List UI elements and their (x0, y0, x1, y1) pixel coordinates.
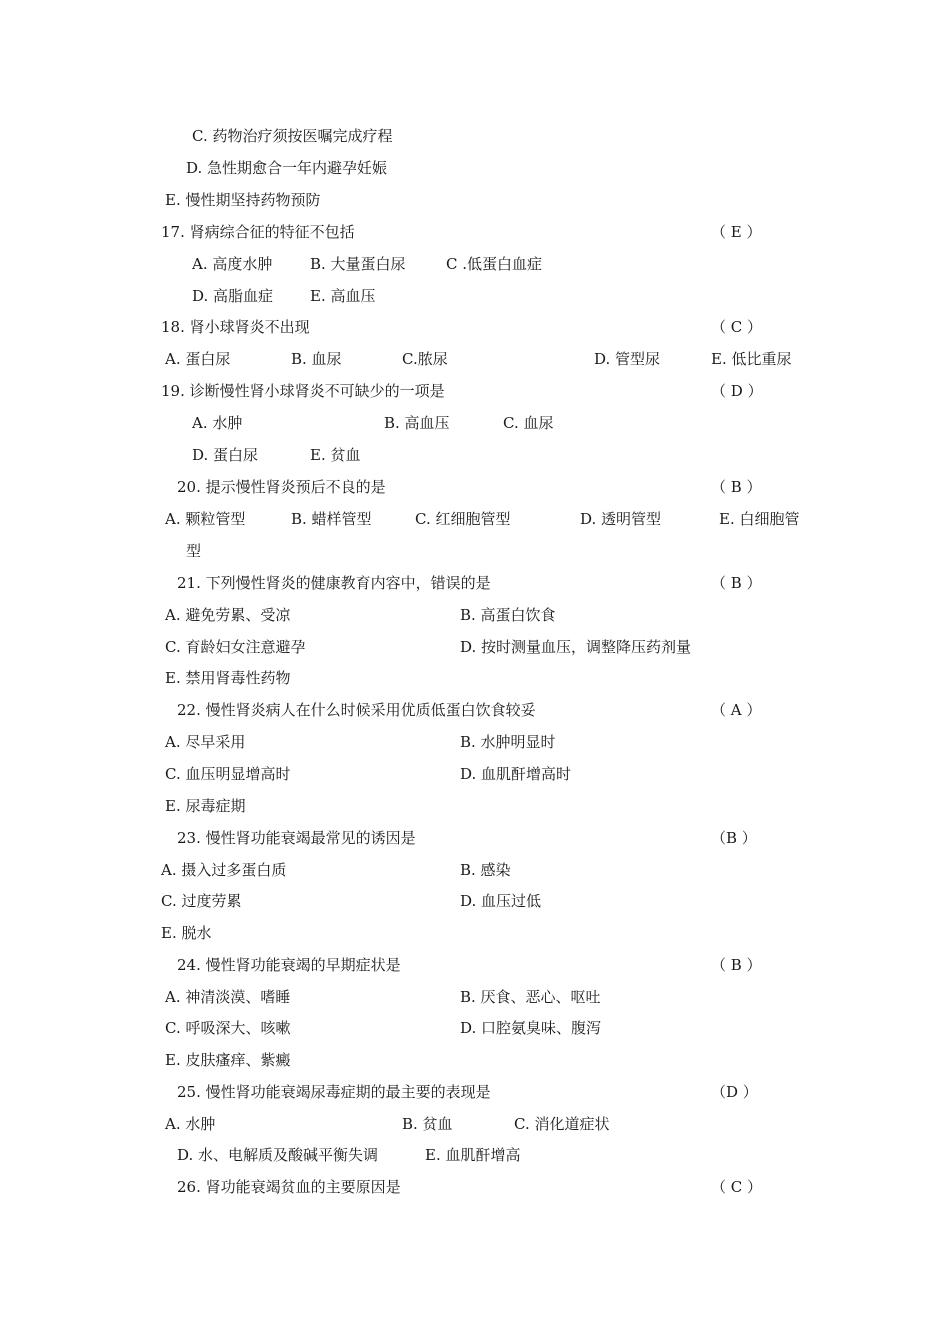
q20-stem: 20. 提示慢性肾炎预后不良的是 (177, 478, 386, 496)
q22-option-d: D. 血肌酐增高时 (460, 765, 572, 783)
q21-stem: 21. 下列慢性肾炎的健康教育内容中，错误的是 (177, 574, 491, 592)
q25-answer: （D ） (711, 1083, 758, 1101)
q25-option-a: A. 水肿 (165, 1115, 216, 1133)
q26-stem: 26. 肾功能衰竭贫血的主要原因是 (177, 1178, 401, 1196)
q20-option-e: E. 白细胞管 (719, 510, 800, 528)
q24-option-a: A. 神清淡漠、嗜睡 (165, 988, 291, 1006)
q18-option-b: B. 血尿 (291, 350, 342, 368)
q21-answer: （ B ） (711, 574, 762, 592)
q20-option-b: B. 蜡样管型 (291, 510, 372, 528)
q25-option-c: C. 消化道症状 (514, 1115, 610, 1133)
q19-answer: （ D ） (711, 382, 763, 400)
q18-option-d: D. 管型尿 (594, 350, 661, 368)
q20-option-a: A. 颗粒管型 (165, 510, 246, 528)
q17-option-e: E. 高血压 (310, 287, 376, 305)
q25-option-e: E. 血肌酐增高 (425, 1146, 521, 1164)
q17-option-a: A. 高度水肿 (192, 255, 273, 273)
q22-answer: （ A ） (711, 701, 762, 719)
q21-option-c: C. 育龄妇女注意避孕 (165, 638, 306, 656)
q19-option-b: B. 高血压 (384, 414, 450, 432)
q17-option-d: D. 高脂血症 (192, 287, 274, 305)
q17-stem: 17. 肾病综合征的特征不包括 (161, 223, 355, 241)
q17-answer: （ E ） (711, 223, 762, 241)
q21-option-e: E. 禁用肾毒性药物 (165, 669, 291, 687)
q23-answer: （B ） (711, 829, 757, 847)
q26-answer: （ C ） (711, 1178, 763, 1196)
q17-option-b: B. 大量蛋白尿 (310, 255, 406, 273)
q22-option-b: B. 水肿明显时 (460, 733, 556, 751)
q21-option-a: A. 避免劳累、受凉 (165, 606, 291, 624)
q18-option-a: A. 蛋白尿 (165, 350, 231, 368)
q16-option-c: C. 药物治疗须按医嘱完成疗程 (192, 127, 393, 145)
q22-option-c: C. 血压明显增高时 (165, 765, 291, 783)
q24-option-b: B. 厌食、恶心、呕吐 (460, 988, 601, 1006)
q24-stem: 24. 慢性肾功能衰竭的早期症状是 (177, 956, 401, 974)
q23-option-a: A. 摄入过多蛋白质 (161, 861, 287, 879)
q25-option-d: D. 水、电解质及酸碱平衡失调 (177, 1146, 379, 1164)
q19-option-a: A. 水肿 (192, 414, 243, 432)
q20-answer: （ B ） (711, 478, 762, 496)
q21-option-b: B. 高蛋白饮食 (460, 606, 556, 624)
q19-option-c: C. 血尿 (503, 414, 554, 432)
q23-option-e: E. 脱水 (161, 924, 212, 942)
q24-answer: （ B ） (711, 956, 762, 974)
q20-option-c: C. 红细胞管型 (415, 510, 511, 528)
q23-option-c: C. 过度劳累 (161, 892, 242, 910)
q21-option-d: D. 按时测量血压，调整降压药剂量 (460, 638, 692, 656)
q19-option-d: D. 蛋白尿 (192, 446, 259, 464)
q24-option-e: E. 皮肤瘙痒、紫癜 (165, 1051, 291, 1069)
q16-option-d: D. 急性期愈合一年内避孕妊娠 (186, 159, 388, 177)
q22-option-a: A. 尽早采用 (165, 733, 246, 751)
q20-option-d: D. 透明管型 (580, 510, 662, 528)
q18-answer: （ C ） (711, 318, 763, 336)
q18-option-e: E. 低比重尿 (711, 350, 792, 368)
q23-option-b: B. 感染 (460, 861, 511, 879)
q18-stem: 18. 肾小球肾炎不出现 (161, 318, 310, 336)
q20-option-e-wrap: 型 (186, 542, 202, 560)
q23-stem: 23. 慢性肾功能衰竭最常见的诱因是 (177, 829, 416, 847)
q23-option-d: D. 血压过低 (460, 892, 542, 910)
q19-option-e: E. 贫血 (310, 446, 361, 464)
q18-option-c: C.脓尿 (402, 350, 448, 368)
q17-option-c: C .低蛋白血症 (446, 255, 543, 273)
q22-option-e: E. 尿毒症期 (165, 797, 246, 815)
q22-stem: 22. 慢性肾炎病人在什么时候采用优质低蛋白饮食较妥 (177, 701, 536, 719)
q19-stem: 19. 诊断慢性肾小球肾炎不可缺少的一项是 (161, 382, 445, 400)
q16-option-e: E. 慢性期坚持药物预防 (165, 191, 321, 209)
q25-option-b: B. 贫血 (402, 1115, 453, 1133)
q25-stem: 25. 慢性肾功能衰竭尿毒症期的最主要的表现是 (177, 1083, 491, 1101)
q24-option-d: D. 口腔氨臭味、腹泻 (460, 1019, 602, 1037)
q24-option-c: C. 呼吸深大、咳嗽 (165, 1019, 291, 1037)
